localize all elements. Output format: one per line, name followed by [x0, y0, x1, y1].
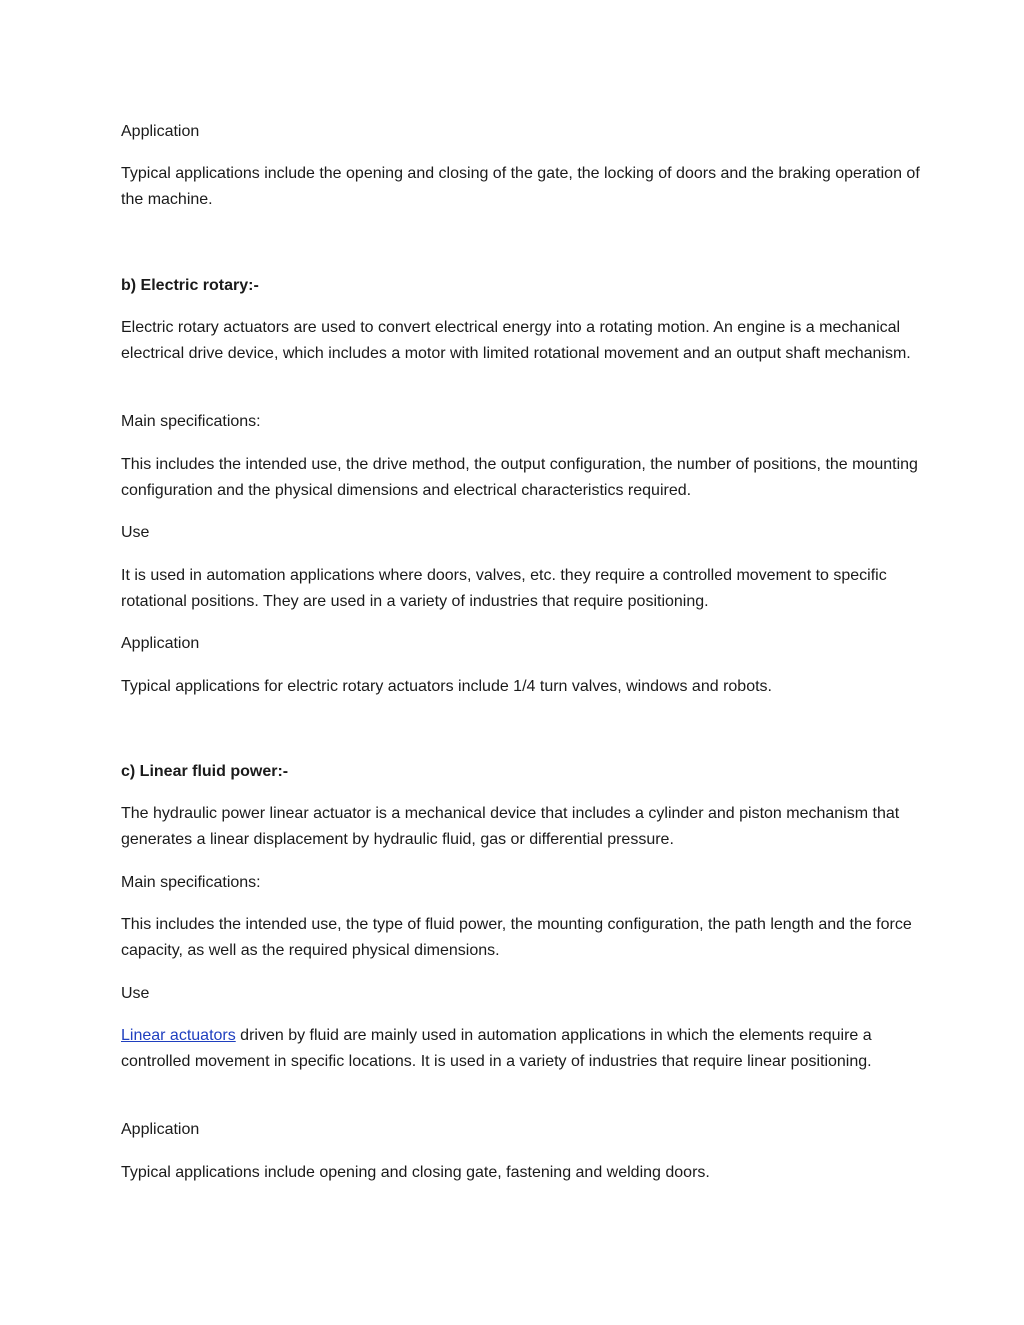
heading-electric-rotary: b) Electric rotary:- [121, 277, 259, 294]
linear-fluid-intro: The hydraulic power linear actuator is a mechanical device that includes a cylinder and piston mechanism that generates a linear displacement by hydraulic fluid, gas or differential pressure. [121, 805, 900, 848]
use-text-b: It is used in automation applications where doors, valves, etc. they require a controlled movement to specific rotational positions. They are used in a variety of industries that require positioning. [121, 567, 887, 610]
linear-actuators-link[interactable]: Linear actuators [121, 1027, 236, 1044]
specs-label-c: Main specifications: [121, 874, 261, 891]
specs-text-b: This includes the intended use, the drive method, the output configuration, the number of positions, the mounting configuration and the physical dimensions and electrical characteristics required. [121, 456, 918, 499]
application-label-c: Application [121, 1121, 200, 1138]
specs-text-c: This includes the intended use, the type of fluid power, the mounting configuration, the path length and the force capacity, as well as the required physical dimensions. [121, 916, 912, 959]
heading-linear-fluid-power: c) Linear fluid power:- [121, 763, 289, 780]
use-text-c [121, 1023, 921, 1075]
application-label-b: Application [121, 635, 200, 652]
application-text-b: Typical applications for electric rotary actuators include 1/4 turn valves, windows and robots. [121, 678, 772, 695]
application-text-a: Typical applications include the opening and closing of the gate, the locking of doors and the braking operation of the machine. [121, 165, 920, 208]
specs-label-b: Main specifications: [121, 413, 261, 430]
application-text-c: Typical applications include opening and closing gate, fastening and welding doors. [121, 1164, 710, 1181]
electric-rotary-intro: Electric rotary actuators are used to convert electrical energy into a rotating motion. An engine is a mechanical electrical drive device, which includes a motor with limited rotational movement and an output shaft mechanism. [121, 319, 911, 362]
application-label-a: Application [121, 123, 200, 140]
use-text-c-body: driven by fluid are mainly used in automation applications in which the elements require a controlled movement in specific locations. It is used in a variety of industries that require linear positioning. [121, 1027, 872, 1070]
use-label-b: Use [121, 524, 150, 541]
use-label-c: Use [121, 985, 150, 1002]
